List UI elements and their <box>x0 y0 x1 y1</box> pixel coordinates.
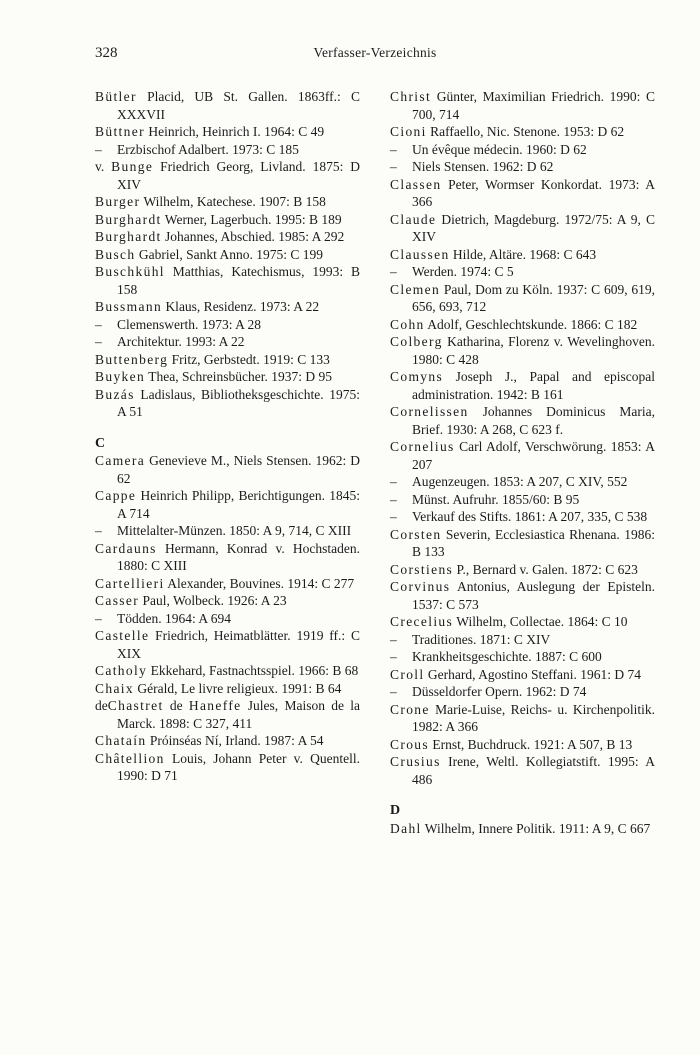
entry-text: Paul, Wolbeck. 1926: A 23 <box>139 593 287 608</box>
entry-text: Friedrich Georg, Livland. 1875: D XIV <box>117 159 360 192</box>
index-entry <box>95 575 360 593</box>
index-entry <box>390 701 655 736</box>
entry-text: Ekkehard, Fastnachtsspiel. 1966: B 68 <box>147 663 359 678</box>
section-letter-text: D <box>390 803 401 818</box>
index-entry <box>95 88 360 123</box>
entry-surname: Dahl <box>390 820 422 836</box>
index-entry <box>95 123 360 141</box>
index-subentry <box>390 491 655 509</box>
index-entry <box>390 246 655 264</box>
index-entry <box>390 526 655 561</box>
entry-surname: Corvinus <box>390 579 451 594</box>
index-subentry <box>390 473 655 491</box>
index-subentry <box>95 333 360 351</box>
index-entry <box>390 88 655 123</box>
entry-surname: Cioni <box>390 124 427 139</box>
subentry-text: Architektur. 1993: A 22 <box>117 334 245 349</box>
entry-surname: Croll <box>390 666 425 682</box>
subentry-text: Clemenswerth. 1973: A 28 <box>117 316 261 332</box>
dash-glyph: – <box>95 316 102 332</box>
entry-text: Louis, Johann Peter v. Quentell. 1990: D 71 <box>117 750 360 783</box>
entry-surname: Buttenberg <box>95 351 169 367</box>
entry-text: Peter, Wormser Konkordat. 1973: A 366 <box>412 176 655 209</box>
subentry-text: Werden. 1974: C 5 <box>412 264 514 279</box>
entry-surname: Colberg <box>390 334 443 349</box>
index-subentry <box>390 648 655 666</box>
entry-surname: Cornelissen <box>390 404 469 419</box>
entry-text: Hermann, Konrad v. Hochstaden. 1880: C XIII <box>117 540 360 573</box>
index-entry <box>390 578 655 613</box>
index-entry <box>390 281 655 316</box>
entry-text: Günter, Maximilian Friedrich. 1990: C 700, 714 <box>412 89 655 122</box>
page-number: 328 <box>95 45 118 61</box>
entry-surname: Büttner <box>95 124 145 139</box>
dash-glyph: – <box>95 334 102 349</box>
dash-glyph: – <box>95 141 102 157</box>
entry-surname: Crecelius <box>390 614 454 629</box>
index-entry <box>390 403 655 438</box>
entry-text: de <box>163 698 189 713</box>
index-entry <box>390 211 655 246</box>
entry-surname: Cardauns <box>95 540 157 556</box>
entry-text: Gabriel, Sankt Anno. 1975: C 199 <box>135 246 323 262</box>
index-entry <box>95 263 360 298</box>
entry-surname: Chaix <box>95 680 134 696</box>
entry-surname: Burghardt <box>95 211 162 227</box>
subentry-text: Erzbischof Adalbert. 1973: C 185 <box>117 141 299 157</box>
entry-surname: Classen <box>390 176 442 192</box>
entry-text: Gerhard, Agostino Steffani. 1961: D 74 <box>424 666 641 682</box>
entry-text: Heinrich, Heinrich I. 1964: C 49 <box>144 124 325 139</box>
entry-surname: Camera <box>95 453 146 468</box>
section-letter <box>95 435 360 453</box>
entry-text: Ernst, Buchdruck. 1921: A 507, B 13 <box>429 736 633 752</box>
index-entry <box>390 333 655 368</box>
entry-surname: Bunge <box>111 159 154 174</box>
index-entry <box>390 666 655 684</box>
entry-surname: Busch <box>95 246 136 262</box>
entry-surname: Bütler <box>95 89 137 104</box>
index-entry <box>95 368 360 386</box>
entry-text: Gérald, Le livre religieux. 1991: B 64 <box>134 680 342 696</box>
entry-surname: Claude <box>390 211 437 227</box>
right-column <box>390 88 655 837</box>
entry-text: Katharina, Florenz v. Wevelinghoven. 1980: C 428 <box>412 334 655 367</box>
entry-text: Joseph J., Papal and episcopal administration. 1942: B 161 <box>412 369 655 402</box>
subentry-text: Un évêque médecin. 1960: D 62 <box>412 141 587 157</box>
index-entry <box>390 820 655 838</box>
dash-glyph: – <box>390 491 397 507</box>
index-subentry <box>390 141 655 159</box>
entry-text: Raffaello, Nic. Stenone. 1953: D 62 <box>426 124 625 139</box>
index-entry <box>95 487 360 522</box>
index-subentry <box>390 631 655 649</box>
entry-text: Placid, UB St. Gallen. 1863ff.: C XXXVII <box>117 89 360 122</box>
index-entry <box>95 540 360 575</box>
index-entry <box>390 438 655 473</box>
entry-surname: Châtellion <box>95 750 165 766</box>
dash-glyph: – <box>95 610 102 626</box>
index-entry <box>390 176 655 211</box>
entry-surname: Clemen <box>390 281 441 297</box>
entry-surname: Burger <box>95 194 141 209</box>
index-entry <box>390 753 655 788</box>
entry-surname: Comyns <box>390 369 444 384</box>
subentry-text: Niels Stensen. 1962: D 62 <box>412 159 554 174</box>
entry-text: Antonius, Auslegung der Episteln. 1537: C 573 <box>412 579 655 612</box>
index-entry <box>95 298 360 316</box>
dash-glyph: – <box>390 159 397 174</box>
entry-text: Adolf, Geschlechtskunde. 1866: C 182 <box>424 316 638 332</box>
entry-text: Wilhelm, Katechese. 1907: B 158 <box>140 194 326 209</box>
entry-surname: Cartellieri <box>95 575 165 591</box>
index-subentry <box>390 158 655 176</box>
dash-glyph: – <box>390 474 397 489</box>
entry-surname: Buschkühl <box>95 264 165 279</box>
entry-surname: Castelle <box>95 628 150 643</box>
entry-text: Próinséas Ní, Irland. 1987: A 54 <box>146 733 324 748</box>
index-entry <box>390 316 655 334</box>
index-subentry <box>390 683 655 701</box>
entry-surname: Crone <box>390 701 430 717</box>
index-entry <box>95 732 360 750</box>
entry-text: Johannes Dominicus Maria, Brief. 1930: A 268, C 623 f. <box>412 404 655 437</box>
entry-surname: Haneffe <box>188 698 242 713</box>
entry-surname: Burghardt <box>95 229 162 244</box>
entry-surname: Chastret <box>107 698 164 713</box>
entry-surname: Crous <box>390 736 430 752</box>
entry-text: Severin, Ecclesiastica Rhenana. 1986: B 133 <box>412 526 655 559</box>
entry-text: de <box>95 698 108 713</box>
index-entry <box>95 351 360 369</box>
dash-glyph: – <box>390 264 397 279</box>
entry-text: Matthias, Katechismus, 1993: B 158 <box>117 264 360 297</box>
section-letter-text: C <box>95 435 106 451</box>
entry-surname: Bussmann <box>95 299 163 314</box>
entry-text: Genevieve M., Niels Stensen. 1962: D 62 <box>117 453 360 486</box>
entry-text: Dietrich, Magdeburg. 1972/75: A 9, C XIV <box>412 211 655 244</box>
subentry-text: Tödden. 1964: A 694 <box>117 610 231 626</box>
dash-glyph: – <box>390 684 397 699</box>
entry-text: P., Bernard v. Galen. 1872: C 623 <box>453 561 638 577</box>
index-entry <box>95 680 360 698</box>
index-subentry <box>95 316 360 334</box>
entry-text: Werner, Lagerbuch. 1995: B 189 <box>161 211 342 227</box>
subentry-text: Düsseldorfer Opern. 1962: D 74 <box>412 684 587 699</box>
entry-surname: Corstiens <box>390 561 454 577</box>
index-entry <box>95 662 360 680</box>
entry-text: v. <box>95 159 112 174</box>
subentry-text: Mittelalter-Münzen. 1850: A 9, 714, C XIII <box>117 523 352 538</box>
entry-text: Wilhelm, Innere Politik. 1911: A 9, C 667 <box>421 820 651 836</box>
index-entry <box>95 697 360 732</box>
entry-surname: Chataín <box>95 733 147 748</box>
running-title: Verfasser-Verzeichnis <box>313 45 437 60</box>
index-subentry <box>95 522 360 540</box>
entry-text: Wilhelm, Collectae. 1864: C 10 <box>453 614 628 629</box>
index-entry <box>95 627 360 662</box>
index-entry <box>390 736 655 754</box>
entry-text: Johannes, Abschied. 1985: A 292 <box>161 229 345 244</box>
entry-surname: Cappe <box>95 488 137 503</box>
index-entry <box>95 246 360 264</box>
entry-text: Alexander, Bouvines. 1914: C 277 <box>164 575 355 591</box>
index-entry <box>390 613 655 631</box>
entry-text: Irene, Weltl. Kollegiatstift. 1995: A 486 <box>412 754 655 787</box>
dash-glyph: – <box>390 649 397 664</box>
subentry-text: Krankheitsgeschichte. 1887: C 600 <box>412 649 602 664</box>
entry-text: Paul, Dom zu Köln. 1937: C 609, 619, 656, 693, 712 <box>412 281 655 314</box>
entry-surname: Claussen <box>390 246 450 262</box>
entry-surname: Catholy <box>95 663 148 678</box>
subentry-text: Verkauf des Stifts. 1861: A 207, 335, C 538 <box>412 509 648 524</box>
entry-surname: Corsten <box>390 526 442 542</box>
entry-surname: Cornelius <box>390 439 455 454</box>
index-entry <box>95 158 360 193</box>
two-column-text <box>95 88 655 837</box>
entry-surname: Buyken <box>95 369 146 384</box>
index-subentry <box>95 141 360 159</box>
index-entry <box>95 193 360 211</box>
section-letter <box>390 802 655 820</box>
index-subentry <box>390 508 655 526</box>
entry-text: Jules, Maison de la Marck. 1898: C 327, 411 <box>117 698 360 731</box>
entry-surname: Crusius <box>390 754 441 769</box>
entry-text: Thea, Schreinsbücher. 1937: D 95 <box>145 369 332 384</box>
dash-glyph: – <box>390 631 397 647</box>
index-entry <box>95 750 360 785</box>
entry-surname: Cohn <box>390 316 425 332</box>
dash-glyph: – <box>390 141 397 157</box>
entry-text: Marie-Luise, Reichs- u. Kirchenpolitik. 1982: A 366 <box>412 701 655 734</box>
entry-text: Carl Adolf, Verschwörung. 1853: A 207 <box>412 439 655 472</box>
entry-text: Ladislaus, Bibliotheksgeschichte. 1975: A 51 <box>117 386 360 419</box>
dash-glyph: – <box>390 509 397 524</box>
index-entry <box>390 561 655 579</box>
entry-surname: Christ <box>390 89 432 104</box>
left-column <box>95 88 360 837</box>
entry-text: Heinrich Philipp, Berichtigungen. 1845: A 714 <box>117 488 360 521</box>
index-entry <box>95 211 360 229</box>
type-area <box>95 44 655 837</box>
index-entry <box>95 386 360 421</box>
entry-text: Hilde, Altäre. 1968: C 643 <box>449 246 597 262</box>
entry-surname: Casser <box>95 593 140 608</box>
index-subentry <box>390 263 655 281</box>
subentry-text: Münst. Aufruhr. 1855/60: B 95 <box>412 491 580 507</box>
index-entry <box>95 228 360 246</box>
entry-surname: Buzás <box>95 386 135 402</box>
entry-text: Klaus, Residenz. 1973: A 22 <box>162 299 320 314</box>
subentry-text: Augenzeugen. 1853: A 207, C XIV, 552 <box>412 474 628 489</box>
index-entry <box>95 452 360 487</box>
index-subentry <box>95 610 360 628</box>
entry-text: Friedrich, Heimatblätter. 1919 ff.: C XIX <box>117 628 360 661</box>
page-header <box>95 44 655 62</box>
subentry-text: Traditiones. 1871: C XIV <box>412 631 551 647</box>
index-entry <box>390 368 655 403</box>
dash-glyph: – <box>95 523 102 538</box>
entry-text: Fritz, Gerbstedt. 1919: C 133 <box>168 351 330 367</box>
index-entry <box>390 123 655 141</box>
index-entry <box>95 592 360 610</box>
